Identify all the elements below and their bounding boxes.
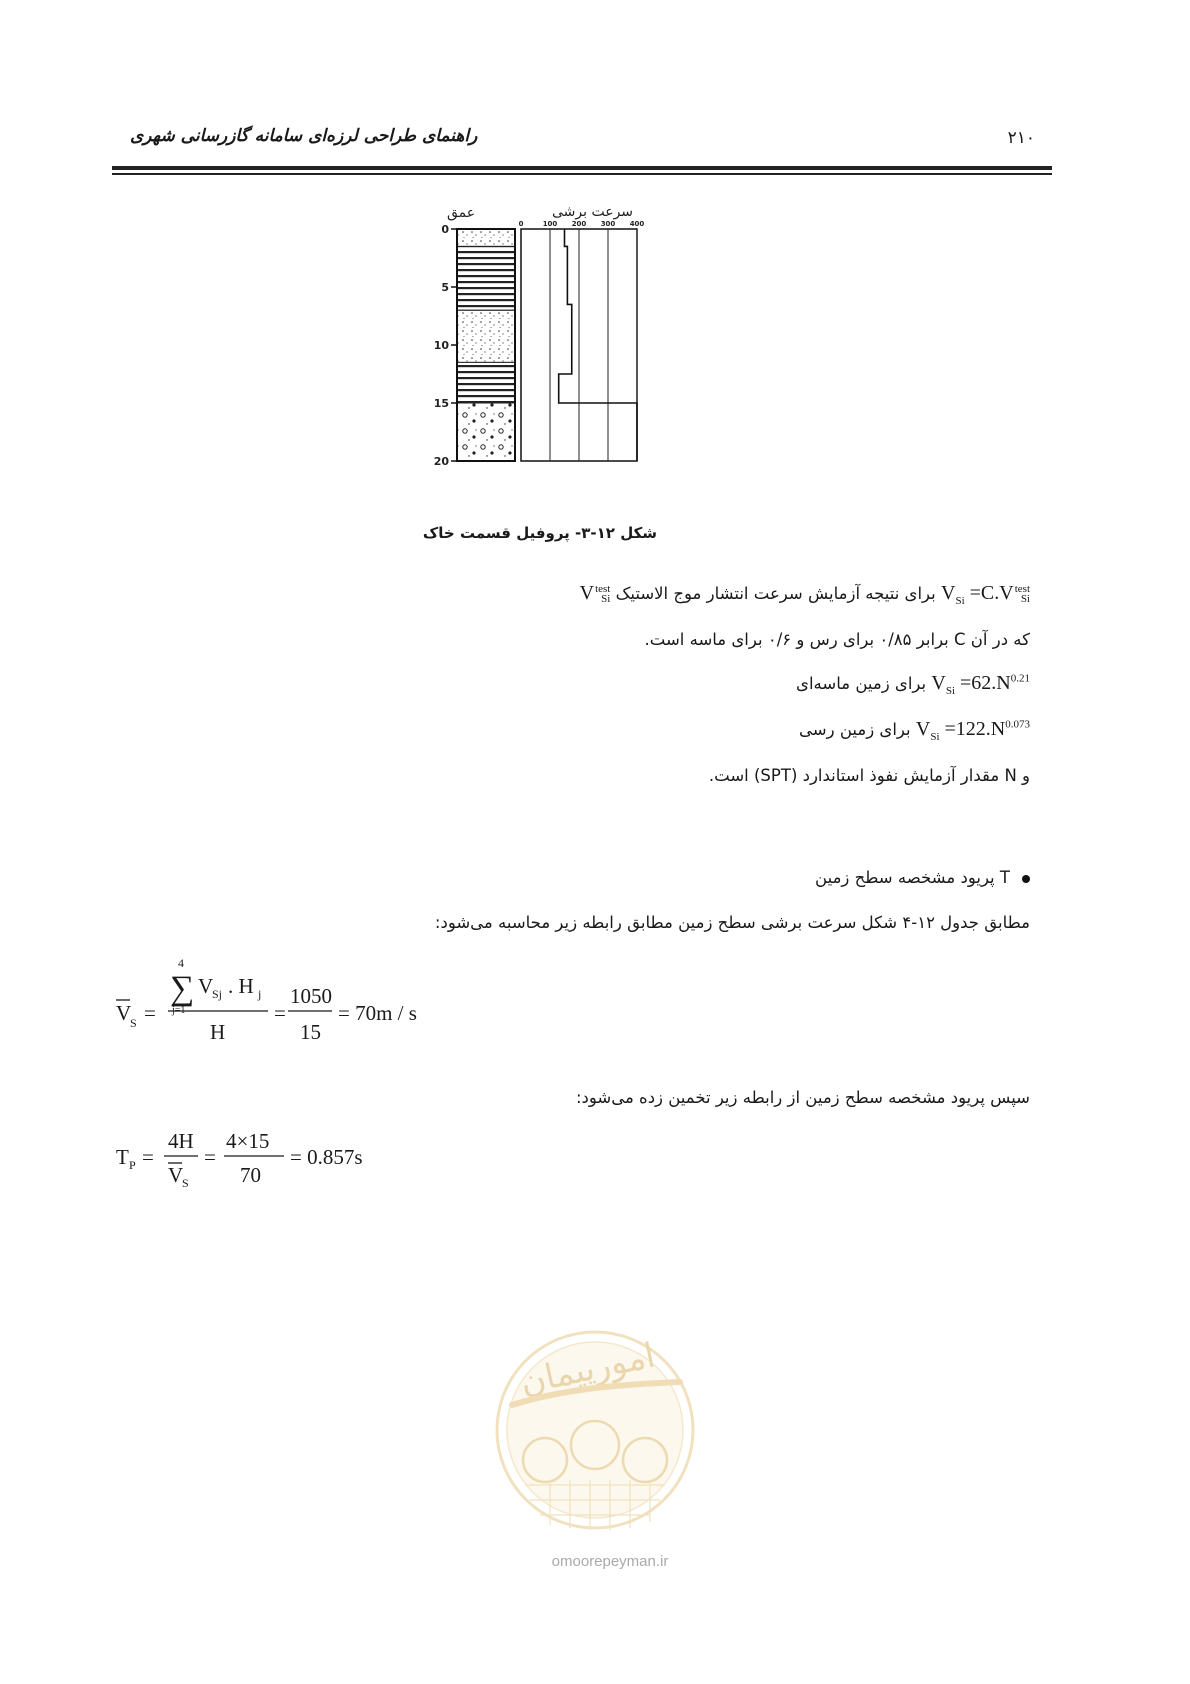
svg-text:=: =	[142, 1145, 154, 1169]
soil-profile-figure	[425, 203, 725, 508]
text-line-1	[580, 582, 1030, 607]
svg-text:j: j	[258, 987, 262, 1001]
velocity-axis-label: سرعت برشی	[552, 204, 634, 220]
watermark-logo	[490, 1310, 700, 1550]
bullet-item	[815, 868, 1030, 887]
eq1-h: H	[210, 1020, 226, 1044]
eq1-denominator: 15	[300, 1020, 321, 1044]
velocity-tick-label: 400	[629, 220, 645, 228]
text-line-1-content: برای نتیجه آزمایش سرعت انتشار موج الاستیک	[615, 584, 936, 603]
equation-vs-average	[112, 955, 452, 1055]
svg-text:V: V	[116, 1001, 132, 1025]
formula-clay: $V_{Si} =122.N^{0.073}$	[915, 718, 1030, 743]
formula-vsi-test: V test Si	[579, 582, 611, 606]
text-line-4-content: برای زمین رسی	[799, 720, 911, 739]
soil-layer-sand	[457, 229, 515, 246]
text-line-3	[796, 672, 1030, 697]
depth-tick-label: 20	[433, 455, 449, 468]
eq2-result: = 0.857s	[290, 1145, 363, 1169]
text-line-4	[799, 718, 1030, 743]
svg-text:. H: . H	[228, 974, 254, 998]
formula-sand: $V_{Si} =62.N^{0.21}$	[931, 672, 1030, 697]
velocity-tick-label: 300	[600, 220, 616, 228]
velocity-tick-label: 200	[571, 220, 587, 228]
figure-caption: شکل ۱۲-۳- پروفیل قسمت خاک	[422, 524, 658, 542]
bullet-icon	[1022, 875, 1030, 883]
depth-tick-label: 0	[441, 223, 449, 236]
equation-tp	[112, 1122, 412, 1192]
svg-text:V: V	[168, 1163, 184, 1187]
depth-tick-label: 10	[433, 339, 449, 352]
depth-tick-label: 5	[441, 281, 449, 294]
svg-text:∑: ∑	[170, 970, 195, 1007]
svg-text:V: V	[198, 974, 214, 998]
velocity-tick-label: 100	[542, 220, 558, 228]
header-rule-thin	[112, 173, 1052, 175]
svg-text:S: S	[130, 1016, 137, 1030]
soil-layer-sand	[457, 310, 515, 362]
depth-axis-label: عمق	[447, 205, 476, 221]
soil-layer-clay	[457, 362, 515, 403]
formula-vsi-c: $V_{Si} =C.V$ test Si	[941, 582, 1030, 607]
eq1-numerator: 1050	[290, 984, 332, 1008]
soil-layer-gravel	[457, 403, 515, 461]
soil-layers	[457, 229, 515, 461]
svg-text:=: =	[204, 1145, 216, 1169]
svg-text:T: T	[116, 1145, 129, 1169]
text-line-2: که در آن C برابر ۰/۸۵ برای رس و ۰/۶ برای ماسه است.	[644, 630, 1030, 649]
eq2-den2: 70	[240, 1163, 261, 1187]
page-number: ۲۱۰	[1007, 128, 1035, 148]
svg-text:P: P	[129, 1158, 136, 1172]
running-title: راهنمای طراحی لرزه‌ای سامانه گازرسانی شهری	[130, 126, 478, 146]
text-line-3-content: برای زمین ماسه‌ای	[796, 674, 927, 693]
svg-text:Sj: Sj	[212, 987, 223, 1001]
velocity-grid	[521, 229, 637, 461]
svg-text:S: S	[182, 1176, 189, 1190]
header-rule-thick	[112, 166, 1052, 170]
bullet-heading: T پریود مشخصه سطح زمین	[815, 868, 1010, 887]
depth-ticks	[434, 223, 457, 468]
text-line-5: و N مقدار آزمایش نفوذ استاندارد (SPT) است.	[708, 766, 1030, 785]
svg-text:=: =	[274, 1001, 286, 1025]
depth-tick-label: 15	[433, 397, 449, 410]
eq1-sum-top: 4	[178, 956, 184, 970]
velocity-ticks	[519, 220, 645, 228]
eq1-result: = 70m / s	[338, 1001, 417, 1025]
section-intro: مطابق جدول ۱۲-۴ شکل سرعت برشی سطح زمین مطابق رابطه زیر محاسبه می‌شود:	[434, 913, 1030, 932]
soil-layer-clay	[457, 246, 515, 310]
watermark-url: omoorepeyman.ir	[551, 1553, 669, 1570]
eq1-sum-bottom: j=1	[172, 1005, 186, 1016]
shear-velocity-line	[559, 229, 637, 461]
soil-profile-svg	[425, 203, 725, 508]
velocity-tick-label: 0	[518, 220, 524, 228]
svg-text:=: =	[144, 1001, 156, 1025]
second-intro: سپس پریود مشخصه سطح زمین از رابطه زیر تخمین زده می‌شود:	[575, 1088, 1030, 1107]
eq2-num1: 4H	[168, 1129, 194, 1153]
eq2-num2: 4×15	[226, 1129, 270, 1153]
watermark-text: امورپیمان	[516, 1335, 659, 1403]
